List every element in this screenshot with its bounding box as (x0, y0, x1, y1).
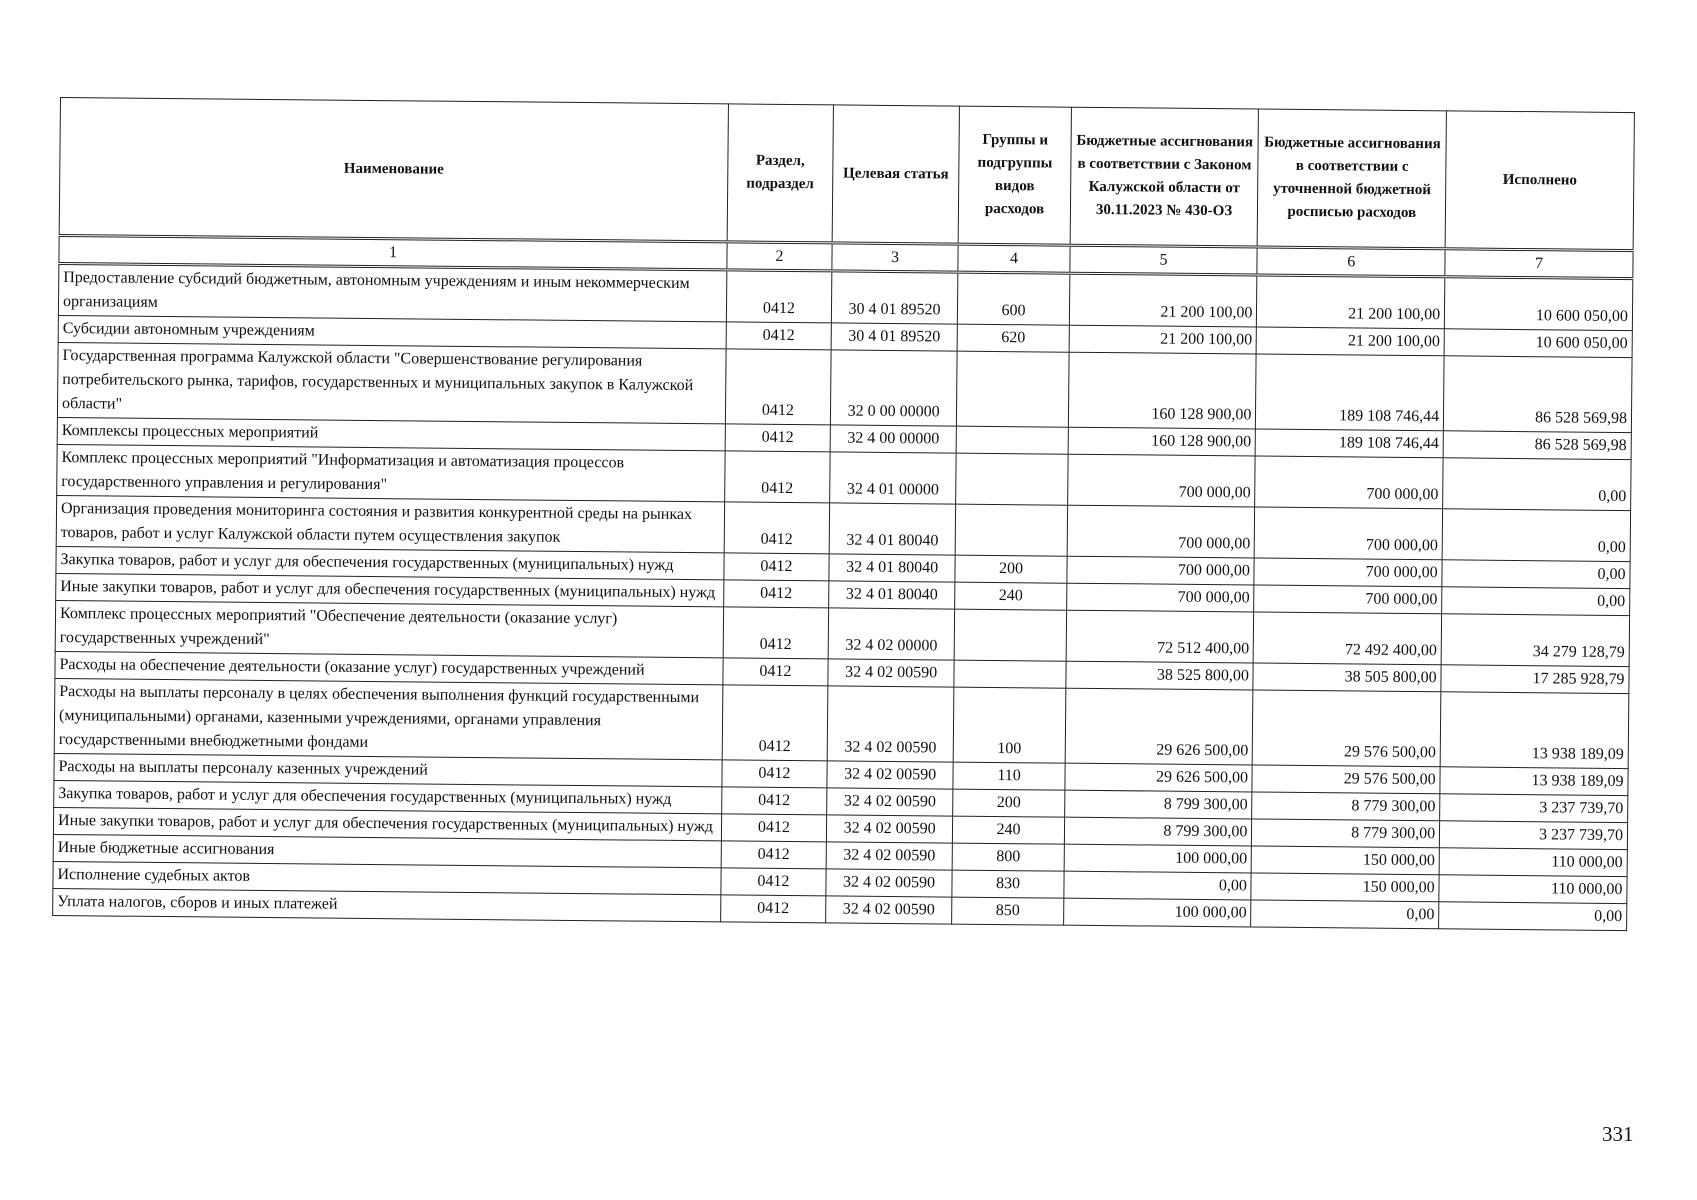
cell-law-amount: 29 626 500,00 (1065, 688, 1253, 765)
cell-group: 110 (953, 762, 1065, 790)
cell-target: 32 4 02 00590 (827, 686, 954, 762)
cell-target: 32 4 02 00590 (828, 659, 955, 687)
cell-target: 32 0 00 00000 (830, 350, 957, 426)
cell-section: 0412 (721, 841, 826, 869)
column-number: 4 (958, 244, 1070, 273)
header-group: Группы и подгруппы видов расходов (959, 106, 1072, 245)
header-law: Бюджетные ассигнования в соответствии с Законом Калужской области от 30.11.2023 № 430-ОЗ (1070, 107, 1259, 247)
cell-refined-amount: 700 000,00 (1254, 558, 1442, 587)
cell-target: 32 4 02 00590 (826, 869, 953, 897)
cell-refined-amount: 0,00 (1251, 900, 1439, 929)
cell-executed-amount: 86 528 569,98 (1443, 431, 1631, 460)
cell-group: 240 (953, 816, 1065, 844)
cell-law-amount: 700 000,00 (1067, 454, 1255, 507)
cell-group: 850 (952, 897, 1064, 925)
cell-law-amount: 700 000,00 (1067, 505, 1255, 558)
cell-name: Иные закупки товаров, работ и услуг для обеспечения государственных (муниципальных) нужд (53, 807, 721, 840)
cell-section: 0412 (721, 814, 826, 842)
cell-name: Расходы на выплаты персоналу казенных учреждений (54, 753, 722, 786)
cell-refined-amount: 150 000,00 (1252, 846, 1440, 875)
cell-executed-amount: 13 938 189,09 (1440, 767, 1628, 796)
cell-name: Комплексы процессных мероприятий (57, 417, 725, 450)
cell-group: 600 (958, 272, 1070, 325)
cell-law-amount: 100 000,00 (1064, 844, 1252, 873)
cell-name: Государственная программа Калужской области "Совершенствование регулирования потребительского рынка, тарифов, государственных и муниципальных закупок в Калужской области" (57, 342, 726, 423)
header-target: Целевая статья (832, 105, 960, 244)
cell-law-amount: 38 525 800,00 (1066, 661, 1254, 690)
cell-section: 0412 (726, 322, 831, 350)
cell-executed-amount: 86 528 569,98 (1444, 356, 1633, 433)
cell-section: 0412 (721, 895, 826, 923)
cell-group (955, 609, 1067, 661)
cell-name: Уплата налогов, сборов и иных платежей (53, 888, 721, 921)
cell-refined-amount: 8 779 300,00 (1252, 792, 1440, 821)
cell-name: Предоставление субсидий бюджетным, автономным учреждениям и иным некоммерческим организациям (58, 263, 726, 321)
cell-section: 0412 (725, 349, 830, 425)
cell-target: 32 4 02 00590 (826, 815, 953, 843)
cell-law-amount: 21 200 100,00 (1069, 273, 1257, 327)
header-section: Раздел, подраздел (727, 104, 833, 243)
cell-target: 32 4 02 00590 (826, 842, 953, 870)
cell-target: 30 4 01 89520 (831, 323, 958, 351)
table-body (53, 263, 1633, 930)
cell-group: 240 (955, 582, 1067, 610)
column-number: 6 (1257, 247, 1445, 277)
cell-target: 32 4 02 00590 (827, 761, 954, 789)
cell-law-amount: 100 000,00 (1063, 898, 1251, 927)
cell-law-amount: 8 799 300,00 (1064, 817, 1252, 846)
cell-refined-amount: 150 000,00 (1251, 873, 1439, 902)
cell-refined-amount: 700 000,00 (1255, 507, 1443, 560)
cell-executed-amount: 13 938 189,09 (1440, 692, 1629, 769)
header-row (59, 98, 1634, 251)
column-number: 5 (1070, 245, 1258, 275)
cell-section: 0412 (723, 607, 828, 659)
cell-law-amount: 29 626 500,00 (1065, 763, 1253, 792)
cell-name: Закупка товаров, работ и услуг для обеспечения государственных (муниципальных) нужд (56, 546, 724, 579)
cell-executed-amount: 110 000,00 (1439, 875, 1627, 904)
cell-executed-amount: 10 600 050,00 (1445, 277, 1633, 331)
cell-refined-amount: 29 576 500,00 (1253, 690, 1441, 767)
cell-group (957, 426, 1069, 454)
budget-table (52, 97, 1635, 931)
cell-law-amount: 160 128 900,00 (1068, 352, 1256, 429)
cell-executed-amount: 0,00 (1442, 509, 1630, 562)
cell-name: Закупка товаров, работ и услуг для обеспечения государственных (муниципальных) нужд (54, 780, 722, 813)
cell-name: Иные закупки товаров, работ и услуг для обеспечения государственных (муниципальных) нужд (56, 573, 724, 606)
header-executed: Исполнено (1445, 111, 1634, 251)
cell-executed-amount: 34 279 128,79 (1441, 614, 1629, 667)
cell-group (956, 504, 1068, 556)
cell-group: 620 (958, 324, 1070, 352)
cell-refined-amount: 29 576 500,00 (1252, 765, 1440, 794)
cell-target: 32 4 02 00590 (825, 896, 952, 924)
cell-name: Субсидии автономным учреждениям (58, 315, 726, 348)
cell-group: 200 (955, 555, 1067, 583)
cell-group (954, 660, 1066, 688)
budget-sheet (52, 97, 1635, 931)
cell-law-amount: 21 200 100,00 (1069, 325, 1257, 354)
header-name: Наименование (59, 98, 728, 242)
cell-executed-amount: 3 237 739,70 (1440, 821, 1628, 850)
cell-executed-amount: 0,00 (1439, 902, 1627, 931)
cell-section: 0412 (724, 580, 829, 608)
cell-law-amount: 0,00 (1064, 871, 1252, 900)
cell-target: 32 4 02 00590 (826, 788, 953, 816)
cell-target: 30 4 01 89520 (831, 271, 958, 324)
cell-section: 0412 (722, 760, 827, 788)
cell-section: 0412 (724, 502, 829, 554)
cell-group: 100 (954, 687, 1066, 763)
column-number: 7 (1445, 249, 1633, 279)
cell-executed-amount: 0,00 (1443, 458, 1631, 511)
cell-name: Расходы на обеспечение деятельности (оказание услуг) государственных учреждений (55, 651, 723, 684)
cell-law-amount: 160 128 900,00 (1068, 427, 1256, 456)
cell-law-amount: 72 512 400,00 (1066, 610, 1254, 663)
cell-refined-amount: 38 505 800,00 (1253, 663, 1441, 692)
cell-name: Иные бюджетные ассигнования (53, 834, 721, 867)
cell-law-amount: 700 000,00 (1067, 556, 1255, 585)
cell-section: 0412 (722, 787, 827, 815)
cell-group (957, 351, 1069, 427)
cell-section: 0412 (724, 553, 829, 581)
cell-target: 32 4 01 80040 (829, 503, 956, 555)
cell-section: 0412 (721, 868, 826, 896)
cell-refined-amount: 72 492 400,00 (1254, 612, 1442, 665)
page-number: 331 (1602, 1122, 1634, 1146)
cell-refined-amount: 8 779 300,00 (1252, 819, 1440, 848)
cell-name: Расходы на выплаты персоналу в целях обеспечения выполнения функций государственными (муниципальными) органами, казенными учреждениями, органами управления государственными внебюджетными фондами (54, 678, 723, 759)
cell-name: Комплекс процессных мероприятий "Обеспечение деятельности (оказание услуг) государственных учреждений" (55, 600, 723, 657)
cell-target: 32 4 02 00000 (828, 608, 955, 660)
cell-target: 32 4 01 00000 (829, 452, 956, 504)
cell-refined-amount: 189 108 746,44 (1256, 354, 1444, 431)
cell-section: 0412 (725, 424, 830, 452)
column-number: 1 (59, 235, 727, 269)
cell-section: 0412 (723, 658, 828, 686)
cell-executed-amount: 110 000,00 (1439, 848, 1627, 877)
column-number: 2 (727, 242, 832, 271)
cell-target: 32 4 01 80040 (829, 554, 956, 582)
cell-section: 0412 (722, 685, 827, 761)
cell-executed-amount: 17 285 928,79 (1441, 665, 1629, 694)
cell-refined-amount: 21 200 100,00 (1257, 275, 1445, 329)
cell-section: 0412 (726, 270, 831, 323)
cell-refined-amount: 21 200 100,00 (1257, 327, 1445, 356)
cell-name: Комплекс процессных мероприятий "Информатизация и автоматизация процессов государственного управления и регулирования" (57, 444, 725, 501)
column-number: 3 (832, 243, 959, 272)
cell-target: 32 4 00 00000 (830, 425, 957, 453)
cell-refined-amount: 189 108 746,44 (1256, 429, 1444, 458)
cell-refined-amount: 700 000,00 (1254, 585, 1442, 614)
cell-refined-amount: 700 000,00 (1255, 456, 1443, 509)
cell-group: 200 (953, 789, 1065, 817)
cell-name: Организация проведения мониторинга состояния и развития конкурентной среды на рынках товаров, работ и услуг Калужской области путем осуществления закупок (56, 495, 724, 552)
cell-executed-amount: 10 600 050,00 (1444, 329, 1632, 358)
header-refined: Бюджетные ассигнования в соответствии с уточненной бюджетной росписью расходов (1258, 109, 1447, 249)
cell-executed-amount: 0,00 (1442, 587, 1630, 616)
cell-group (956, 453, 1068, 505)
cell-executed-amount: 0,00 (1442, 560, 1630, 589)
cell-name: Исполнение судебных актов (53, 861, 721, 894)
cell-executed-amount: 3 237 739,70 (1440, 794, 1628, 823)
cell-section: 0412 (725, 451, 830, 503)
cell-law-amount: 8 799 300,00 (1064, 790, 1252, 819)
cell-law-amount: 700 000,00 (1066, 583, 1254, 612)
cell-group: 830 (952, 870, 1064, 898)
cell-target: 32 4 01 80040 (828, 581, 955, 609)
cell-group: 800 (953, 843, 1065, 871)
